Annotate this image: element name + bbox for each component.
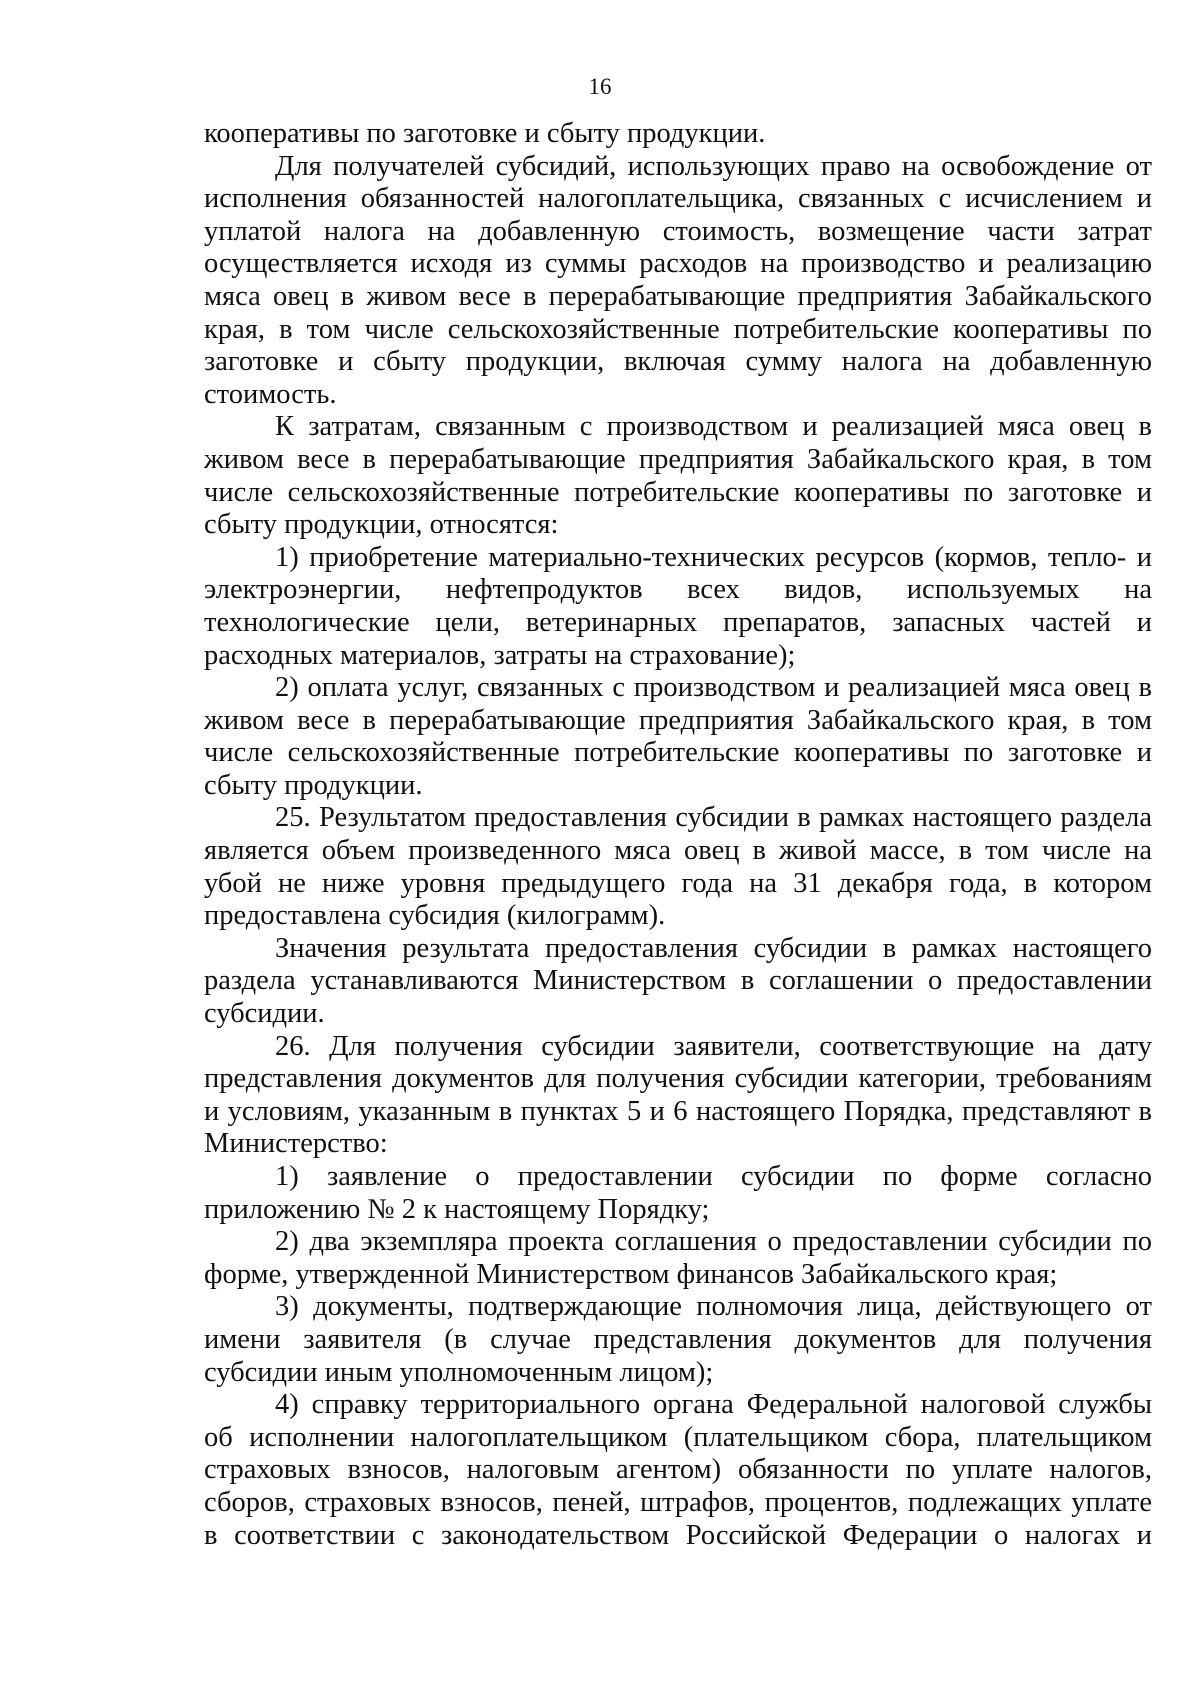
paragraph-clause-25: 25. Результатом предоставления субсидии в рамках настоящего раздела является объем произведенного мяса овец в живой массе, в том числе на убой не ниже уровня предыдущего года на 31 декабря года, в котором предоставлена субсидия (килограмм). [204, 802, 1152, 932]
list-item-costs-2: 2) оплата услуг, связанных с производством и реализацией мяса овец в живом весе в перерабатывающие предприятия Забайкальского края, в том числе сельскохозяйственные потребительские кооперативы по заготовке и сбыту продукции. [204, 672, 1152, 801]
list-item-documents-2: 2) два экземпляра проекта соглашения о предоставлении субсидии по форме, утвержденной Министерством финансов Забайкальского края; [204, 1226, 1152, 1290]
paragraph-result-values: Значения результата предоставления субсидии в рамках настоящего раздела устанавливаются Министерством в соглашении о предоставлении субсидии. [204, 932, 1152, 1030]
document-body [204, 118, 1152, 1552]
page-number: 16 [588, 74, 612, 99]
paragraph-costs-intro: К затратам, связанным с производством и реализацией мяса овец в живом весе в перерабатывающие предприятия Забайкальского края, в том числе сельскохозяйственные потребительские кооперативы по заготовке и сбыту продукции, относятся: [204, 411, 1152, 541]
paragraph-clause-26: 26. Для получения субсидии заявители, соответствующие на дату представления документов для получения субсидии категории, требованиям и условиям, указанным в пунктах 5 и 6 настоящего Порядка, представляют в Министерство: [204, 1030, 1152, 1160]
list-item-costs-1: 1) приобретение материально-технических ресурсов (кормов, тепло- и электроэнергии, нефтепродуктов всех видов, используемых на технологические цели, ветеринарных препаратов, запасных частей и расходных материалов, затраты на страхование); [204, 541, 1152, 671]
list-item-documents-3: 3) документы, подтверждающие полномочия лица, действующего от имени заявителя (в случае представления документов для получения субсидии иным уполномоченным лицом); [204, 1291, 1152, 1388]
list-item-documents-4: 4) справку территориального органа Федеральной налоговой службы об исполнении налогоплательщиком (плательщиком сбора, плательщиком страховых взносов, налоговым агентом) обязанности по уплате налогов, сборов, страховых взносов, пеней, штрафов, процентов, подлежащих уплате в соответствии с законодательством Российской Федерации о налогах и [204, 1389, 1152, 1551]
paragraph-vat-exemption: Для получателей субсидий, использующих право на освобождение от исполнения обязанностей налогоплательщика, связанных с исчислением и уплатой налога на добавленную стоимость, возмещение части затрат осуществляется исходя из суммы расходов на производство и реализацию мяса овец в живом весе в перерабатывающие предприятия Забайкальского края, в том числе сельскохозяйственные потребительские кооперативы по заготовке и сбыту продукции, включая сумму налога на добавленную стоимость. [204, 150, 1152, 410]
paragraph-continuation: кооперативы по заготовке и сбыту продукции. [204, 118, 766, 149]
list-item-documents-1: 1) заявление о предоставлении субсидии по форме согласно приложению № 2 к настоящему Порядку; [204, 1161, 1152, 1225]
